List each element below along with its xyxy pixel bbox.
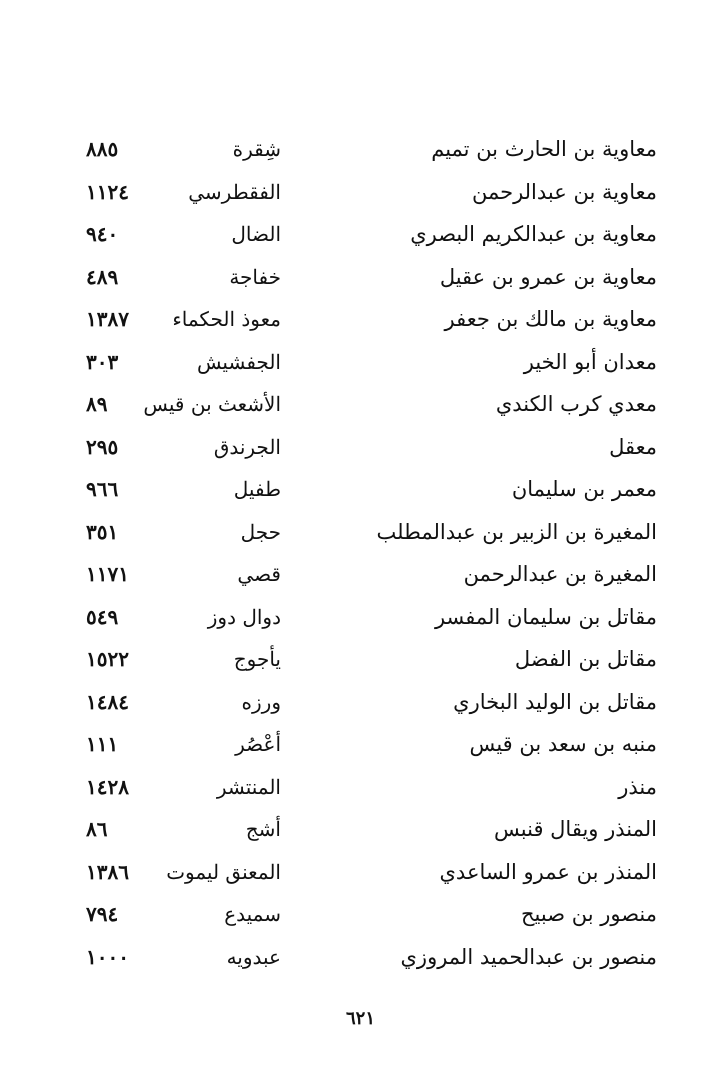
entry-number: ١١٧١ [86,562,129,586]
nickname: أعْصُر [235,732,281,756]
index-row [0,681,721,724]
entry-number: ٣٠٣ [86,349,119,374]
nickname: شِقرة [232,137,281,161]
entry-number: ١٥٢٢ [86,647,129,671]
nickname: الفقطرسي [188,179,281,204]
entry-number: ٤٨٩ [86,264,119,289]
nickname: المعنق ليموت [166,859,281,884]
index-row [0,808,721,851]
person-name: مقاتل بن الوليد البخاري [453,689,657,714]
entry-number: ٣٥١ [86,519,119,544]
nickname: الجفشيش [196,349,281,374]
nickname: المنتشر [216,774,281,799]
index-row [0,511,721,554]
person-name: معاوية بن الحارث بن تميم [431,137,657,161]
nickname: طفيل [233,477,281,501]
page-number: ٦٢١ [345,1008,375,1029]
entry-number: ١٠٠٠ [86,944,129,969]
index-row [0,468,721,511]
index-row [0,171,721,214]
person-name: المغيرة بن عبدالرحمن [463,562,657,586]
index-row [0,213,721,256]
index-row [0,128,721,171]
index-row [0,638,721,681]
person-name: منذر [618,774,657,799]
nickname: الأشعث بن قيس [143,392,281,416]
person-name: المنذر ويقال قنبس [494,817,657,841]
index-row [0,723,721,766]
index-row [0,298,721,341]
person-name: معاوية بن عبدالرحمن [471,179,657,204]
index-row [0,851,721,894]
person-name: منصور بن صبيح [520,902,657,926]
entry-number: ١٤٨٤ [86,689,129,714]
person-name: المغيرة بن الزبير بن عبدالمطلب [376,519,657,544]
index-list [0,128,721,978]
nickname: الجرندق [213,434,281,459]
person-name: معدان أبو الخير [523,349,657,374]
nickname: معوذ الحكماء [172,307,281,331]
nickname: سميدع [224,902,281,926]
index-row [0,596,721,639]
entry-number: ٨٩ [86,392,108,416]
index-row [0,893,721,936]
entry-number: ١١٢٤ [86,179,129,204]
entry-number: ٨٦ [86,817,108,841]
person-name: منصور بن عبدالحميد المروزي [400,944,657,969]
person-name: معدي كرب الكندي [495,392,657,416]
person-name: معاوية بن مالك بن جعفر [444,307,657,331]
entry-number: ٩٦٦ [86,477,119,501]
person-name: معمر بن سليمان [511,477,657,501]
nickname: أشج [245,817,281,841]
nickname: ورزه [241,689,281,714]
nickname: دوال دوز [207,604,281,629]
entry-number: ١١١ [86,732,119,756]
nickname: الضال [231,222,281,246]
nickname: خفاجة [229,264,281,289]
index-row [0,766,721,809]
person-name: معاوية بن عمرو بن عقيل [439,264,657,289]
entry-number: ٧٩٤ [86,902,119,926]
index-row [0,936,721,979]
person-name: منبه بن سعد بن قيس [469,732,657,756]
index-row [0,553,721,596]
index-row [0,341,721,384]
index-row [0,426,721,469]
person-name: معقل [609,434,657,459]
entry-number: ٢٩٥ [86,434,119,459]
person-name: معاوية بن عبدالكريم البصري [410,222,657,246]
index-row [0,256,721,299]
nickname: يأجوج [233,647,281,671]
entry-number: ١٣٨٦ [86,859,129,884]
person-name: مقاتل بن الفضل [514,647,657,671]
entry-number: ٨٨٥ [86,137,119,161]
entry-number: ٥٤٩ [86,604,119,629]
index-row [0,383,721,426]
nickname: حجل [240,519,281,544]
nickname: عبدويه [226,944,281,969]
entry-number: ٩٤٠ [86,222,119,246]
person-name: مقاتل بن سليمان المفسر [434,604,657,629]
entry-number: ١٣٨٧ [86,307,129,331]
person-name: المنذر بن عمرو الساعدي [439,859,657,884]
entry-number: ١٤٢٨ [86,774,129,799]
nickname: قصي [237,562,281,586]
